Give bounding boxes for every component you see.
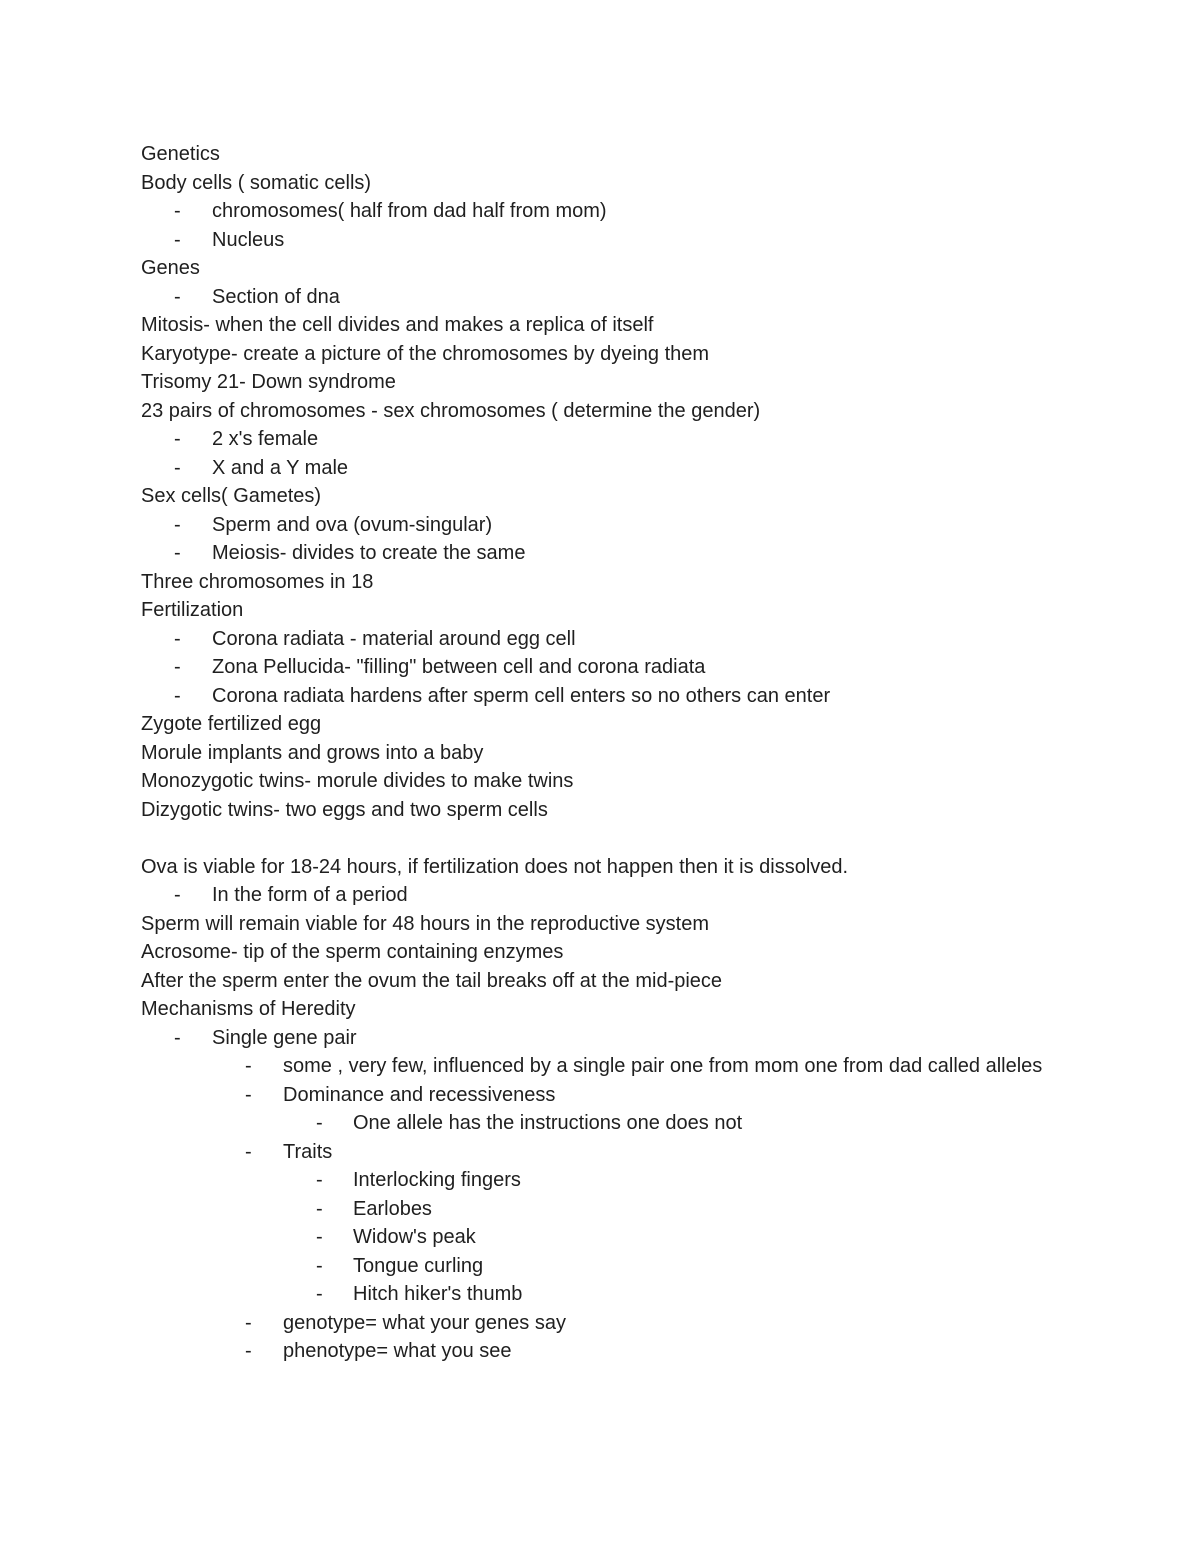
line-text: Three chromosomes in 18: [141, 570, 374, 593]
line-text: Zona Pellucida- "filling" between cell and corona radiata: [212, 656, 706, 678]
bullet-item-level-2: [141, 1052, 1061, 1081]
bullet-dash: -: [174, 228, 181, 251]
line-text: Acrosome- tip of the sperm containing enzymes: [141, 941, 564, 963]
bullet-dash: -: [174, 200, 181, 222]
text-line: [141, 739, 1061, 768]
line-text: One allele has the instructions one does not: [353, 1112, 743, 1134]
bullet-dash: -: [316, 1197, 323, 1220]
line-text: Dizygotic twins- two eggs and two sperm cells: [141, 798, 548, 821]
line-text: Section of dna: [212, 285, 340, 308]
line-text: Earlobes: [353, 1197, 432, 1220]
text-line: [141, 796, 1061, 825]
bullet-dash: -: [316, 1226, 323, 1248]
line-text: Karyotype- create a picture of the chromosomes by dyeing them: [141, 342, 710, 365]
bullet-dash: -: [174, 285, 181, 308]
text-line: [141, 596, 1061, 625]
bullet-dash: -: [174, 542, 181, 564]
line-text: Genes: [141, 257, 200, 279]
bullet-dash: -: [316, 1169, 323, 1191]
line-text: Meiosis- divides to create the same: [212, 542, 526, 564]
line-text: Trisomy 21- Down syndrome: [141, 371, 396, 393]
text-line: [141, 397, 1061, 426]
bullet-dash: -: [316, 1254, 323, 1277]
text-line: [141, 710, 1061, 739]
bullet-item-level-2: [141, 1309, 1061, 1338]
text-line: [141, 995, 1061, 1024]
bullet-dash: -: [174, 656, 181, 678]
bullet-item-level-2: [141, 1337, 1061, 1366]
bullet-dash: -: [174, 456, 181, 479]
blank-line: [141, 824, 1061, 853]
line-text: Sex cells( Gametes): [141, 485, 322, 507]
line-text: some , very few, influenced by a single pair one from mom one from dad called alleles: [283, 1055, 1043, 1077]
bullet-item-level-3: [141, 1252, 1061, 1281]
line-text: Ova is viable for 18-24 hours, if fertilization does not happen then it is dissolved.: [141, 855, 849, 878]
text-line: [141, 169, 1061, 198]
text-line: [141, 967, 1061, 996]
bullet-dash: -: [245, 1311, 252, 1334]
line-text: Corona radiata hardens after sperm cell enters so no others can enter: [212, 684, 831, 707]
text-line: [141, 568, 1061, 597]
line-text: Sperm will remain viable for 48 hours in the reproductive system: [141, 912, 710, 935]
line-text: Zygote fertilized egg: [141, 713, 322, 735]
bullet-dash: -: [174, 884, 181, 906]
line-text: 2 x's female: [212, 428, 319, 450]
bullet-dash: -: [245, 1140, 252, 1163]
line-text: 23 pairs of chromosomes - sex chromosomes ( determine the gender): [141, 399, 761, 422]
line-text: Genetics: [141, 143, 220, 165]
bullet-dash: -: [245, 1055, 252, 1077]
line-text: Corona radiata - material around egg cell: [212, 627, 576, 650]
line-text: Widow's peak: [353, 1226, 476, 1248]
line-text: Interlocking fingers: [353, 1169, 521, 1191]
text-line: [141, 938, 1061, 967]
document-body: [141, 140, 1061, 1366]
text-line: [141, 254, 1061, 283]
bullet-item-level-1: [141, 1024, 1061, 1053]
bullet-item-level-1: [141, 653, 1061, 682]
bullet-item-level-1: [141, 682, 1061, 711]
line-text: Mitosis- when the cell divides and makes a replica of itself: [141, 314, 654, 336]
line-text: Tongue curling: [353, 1254, 484, 1277]
bullet-item-level-3: [141, 1109, 1061, 1138]
text-line: [141, 368, 1061, 397]
line-text: In the form of a period: [212, 884, 408, 906]
text-line: [141, 140, 1061, 169]
text-line: [141, 853, 1061, 882]
bullet-item-level-3: [141, 1166, 1061, 1195]
bullet-item-level-1: [141, 197, 1061, 226]
text-line: [141, 767, 1061, 796]
line-text: Fertilization: [141, 599, 244, 621]
line-text: Morule implants and grows into a baby: [141, 741, 484, 764]
bullet-item-level-2: [141, 1138, 1061, 1167]
bullet-dash: -: [174, 428, 181, 450]
bullet-item-level-3: [141, 1195, 1061, 1224]
bullet-item-level-3: [141, 1223, 1061, 1252]
bullet-dash: -: [245, 1083, 252, 1106]
bullet-dash: -: [316, 1283, 323, 1305]
bullet-item-level-1: [141, 226, 1061, 255]
bullet-item-level-2: [141, 1081, 1061, 1110]
bullet-dash: -: [174, 1026, 181, 1049]
line-text: Body cells ( somatic cells): [141, 171, 372, 194]
bullet-item-level-1: [141, 511, 1061, 540]
bullet-item-level-1: [141, 539, 1061, 568]
text-line: [141, 482, 1061, 511]
bullet-dash: -: [316, 1112, 323, 1134]
line-text: Mechanisms of Heredity: [141, 998, 356, 1020]
line-text: genotype= what your genes say: [283, 1311, 566, 1334]
line-text: Monozygotic twins- morule divides to make twins: [141, 770, 574, 792]
line-text: X and a Y male: [212, 456, 349, 479]
bullet-dash: -: [174, 513, 181, 536]
bullet-dash: -: [245, 1340, 252, 1362]
line-text: Nucleus: [212, 228, 285, 251]
line-text: phenotype= what you see: [283, 1340, 512, 1362]
text-line: [141, 910, 1061, 939]
bullet-item-level-1: [141, 425, 1061, 454]
bullet-dash: -: [174, 684, 181, 707]
bullet-item-level-1: [141, 625, 1061, 654]
text-line: [141, 311, 1061, 340]
line-text: Dominance and recessiveness: [283, 1083, 556, 1106]
bullet-item-level-1: [141, 881, 1061, 910]
line-text: Traits: [283, 1140, 333, 1163]
bullet-item-level-1: [141, 283, 1061, 312]
bullet-item-level-3: [141, 1280, 1061, 1309]
line-text: Single gene pair: [212, 1026, 357, 1049]
text-line: [141, 340, 1061, 369]
line-text: After the sperm enter the ovum the tail breaks off at the mid-piece: [141, 969, 723, 992]
bullet-item-level-1: [141, 454, 1061, 483]
bullet-dash: -: [174, 627, 181, 650]
line-text: chromosomes( half from dad half from mom): [212, 200, 607, 222]
line-text: Sperm and ova (ovum-singular): [212, 513, 493, 536]
line-text: Hitch hiker's thumb: [353, 1283, 523, 1305]
